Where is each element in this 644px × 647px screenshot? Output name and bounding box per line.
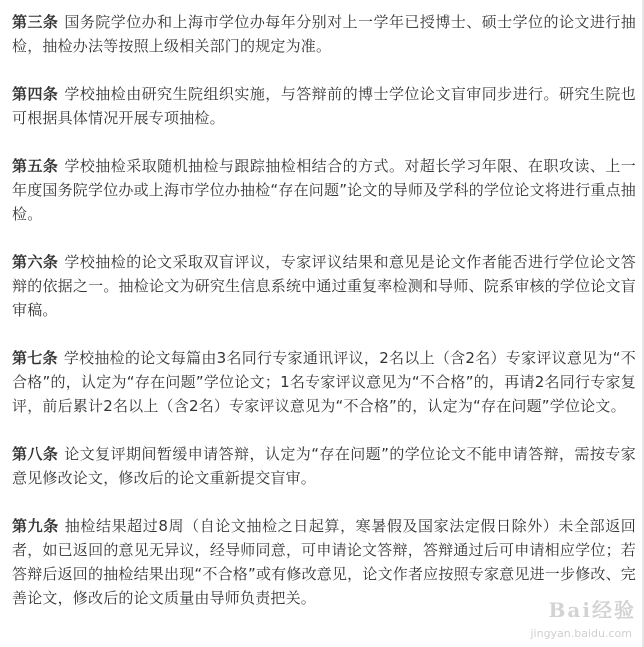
regulation-article-body xyxy=(12,10,636,634)
article-4 xyxy=(12,82,636,130)
article-6-number: 第六条 xyxy=(12,253,59,271)
article-3-text: 国务院学位办和上海市学位办每年分别对上一学年已授博士、硕士学位的论文进行抽检，抽检办法等按照上级相关部门的规定为准。 xyxy=(12,13,636,55)
article-8-number: 第八条 xyxy=(12,445,59,463)
article-9 xyxy=(12,514,636,610)
article-9-number: 第九条 xyxy=(12,517,59,535)
article-3-number: 第三条 xyxy=(12,13,59,31)
article-9-text: 抽检结果超过8周（自论文抽检之日起算，寒暑假及国家法定假日除外）未全部返回者，如已返回的意见无异议，经导师同意，可申请论文答辩，答辩通过后可申请相应学位；若答辩后返回的抽检结果出现“不合格”或有修改意见，论文作者应按照专家意见进一步修改、完善论文，修改后的论文质量由导师负责把关。 xyxy=(12,517,636,607)
article-7-number: 第七条 xyxy=(12,349,58,367)
watermark-logo: Bai经验 xyxy=(548,598,636,622)
article-4-text: 学校抽检由研究生院组织实施，与答辩前的博士学位论文盲审同步进行。研究生院也可根据具体情况开展专项抽检。 xyxy=(12,85,636,127)
article-3 xyxy=(12,10,636,58)
watermark-url: jingyan.baidu.com xyxy=(530,627,632,640)
article-4-number: 第四条 xyxy=(12,85,59,103)
article-5-number: 第五条 xyxy=(12,157,59,175)
article-6-text: 学校抽检的论文采取双盲评议，专家评议结果和意见是论文作者能否进行学位论文答辩的依据之一。抽检论文为研究生信息系统中通过重复率检测和导师、院系审核的学位论文盲审稿。 xyxy=(12,253,636,319)
article-6 xyxy=(12,250,636,322)
article-8 xyxy=(12,442,636,490)
article-8-text: 论文复评期间暂缓申请答辩，认定为“存在问题”的学位论文不能申请答辩，需按专家意见修改论文，修改后的论文重新提交盲审。 xyxy=(12,445,636,487)
article-7-text: 学校抽检的论文每篇由3名同行专家通讯评议，2名以上（含2名）专家评议意见为“不合格”的，认定为“存在问题”学位论文；1名专家评议意见为“不合格”的，再请2名同行专家复评，前后累计2名以上（含2名）专家评议意见为“不合格”的，认定为“存在问题”学位论文。 xyxy=(12,349,636,415)
article-5 xyxy=(12,154,636,226)
article-5-text: 学校抽检采取随机抽检与跟踪抽检相结合的方式。对超长学习年限、在职攻读、上一年度国务院学位办或上海市学位办抽检“存在问题”论文的导师及学科的学位论文将进行重点抽检。 xyxy=(12,157,636,223)
article-7 xyxy=(12,346,636,418)
